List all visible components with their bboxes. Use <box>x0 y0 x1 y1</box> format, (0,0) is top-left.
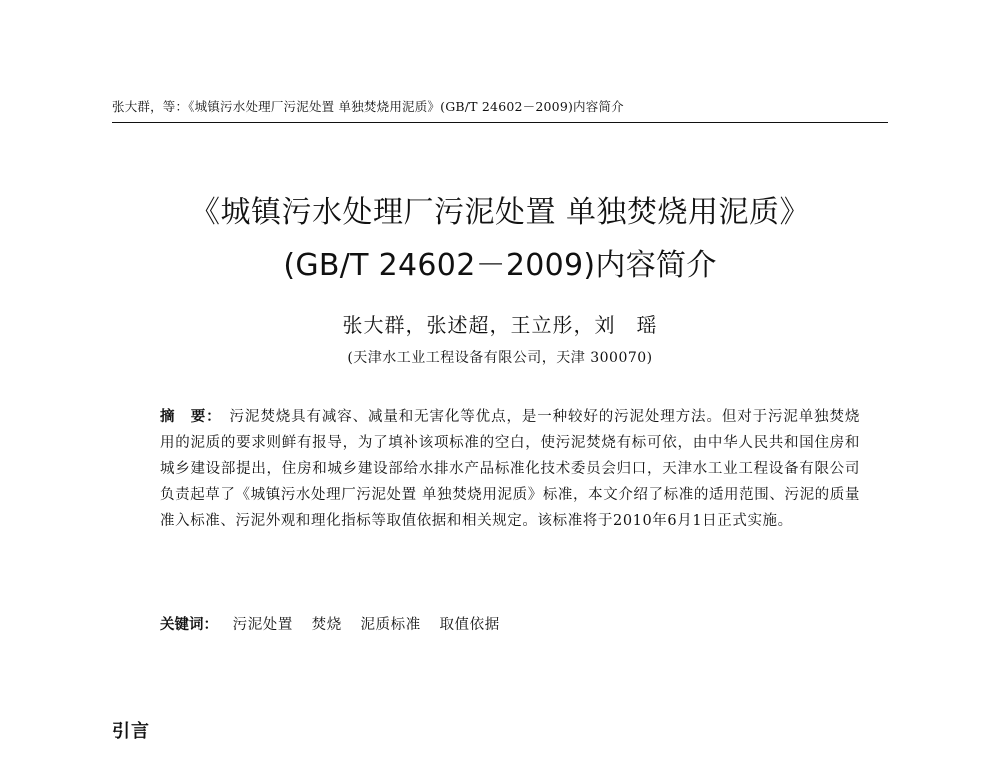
header-rule <box>112 122 888 123</box>
abstract <box>160 404 860 534</box>
keywords <box>160 612 860 638</box>
running-header: 张大群，等：《城镇污水处理厂污泥处置 单独焚烧用泥质》(GB/T 24602－2009)内容简介 <box>112 99 624 114</box>
keywords-label: 关键词： <box>160 617 218 633</box>
paper-title-line-2: (GB/T 24602－2009)内容简介 <box>283 248 717 283</box>
keyword-item: 焚烧 <box>311 617 342 633</box>
authors: 张大群，张述超，王立彤，刘 瑶 <box>342 313 658 337</box>
abstract-label: 摘 要： <box>160 409 222 425</box>
affiliation: (天津水工业工程设备有限公司，天津 300070) <box>347 350 653 366</box>
paper-title-line-1: 《城镇污水处理厂污泥处置 单独焚烧用泥质》 <box>189 195 811 230</box>
keyword-item: 泥质标准 <box>360 617 421 633</box>
keyword-item: 污泥处置 <box>232 617 294 633</box>
abstract-text: 污泥焚烧具有减容、减量和无害化等优点，是一种较好的污泥处理方法。但对于污泥单独焚烧用的泥质的要求则鲜有报导，为了填补该项标准的空白，使污泥焚烧有标可依，由中华人民共和国住房和城乡建设部提出，住房和城乡建设部给水排水产品标准化技术委员会归口，天津水工业工程设备有限公司负责起草了《城镇污水处理厂污泥处置 单独焚烧用泥质》标准，本文介绍了标准的适用范围、污泥的质量准入标准、污泥外观和理化指标等取值依据和相关规定。该标准将于2010年6月1日正式实施。 <box>160 409 860 529</box>
keyword-item: 取值依据 <box>439 617 500 633</box>
section-heading-introduction: 引言 <box>112 721 150 742</box>
